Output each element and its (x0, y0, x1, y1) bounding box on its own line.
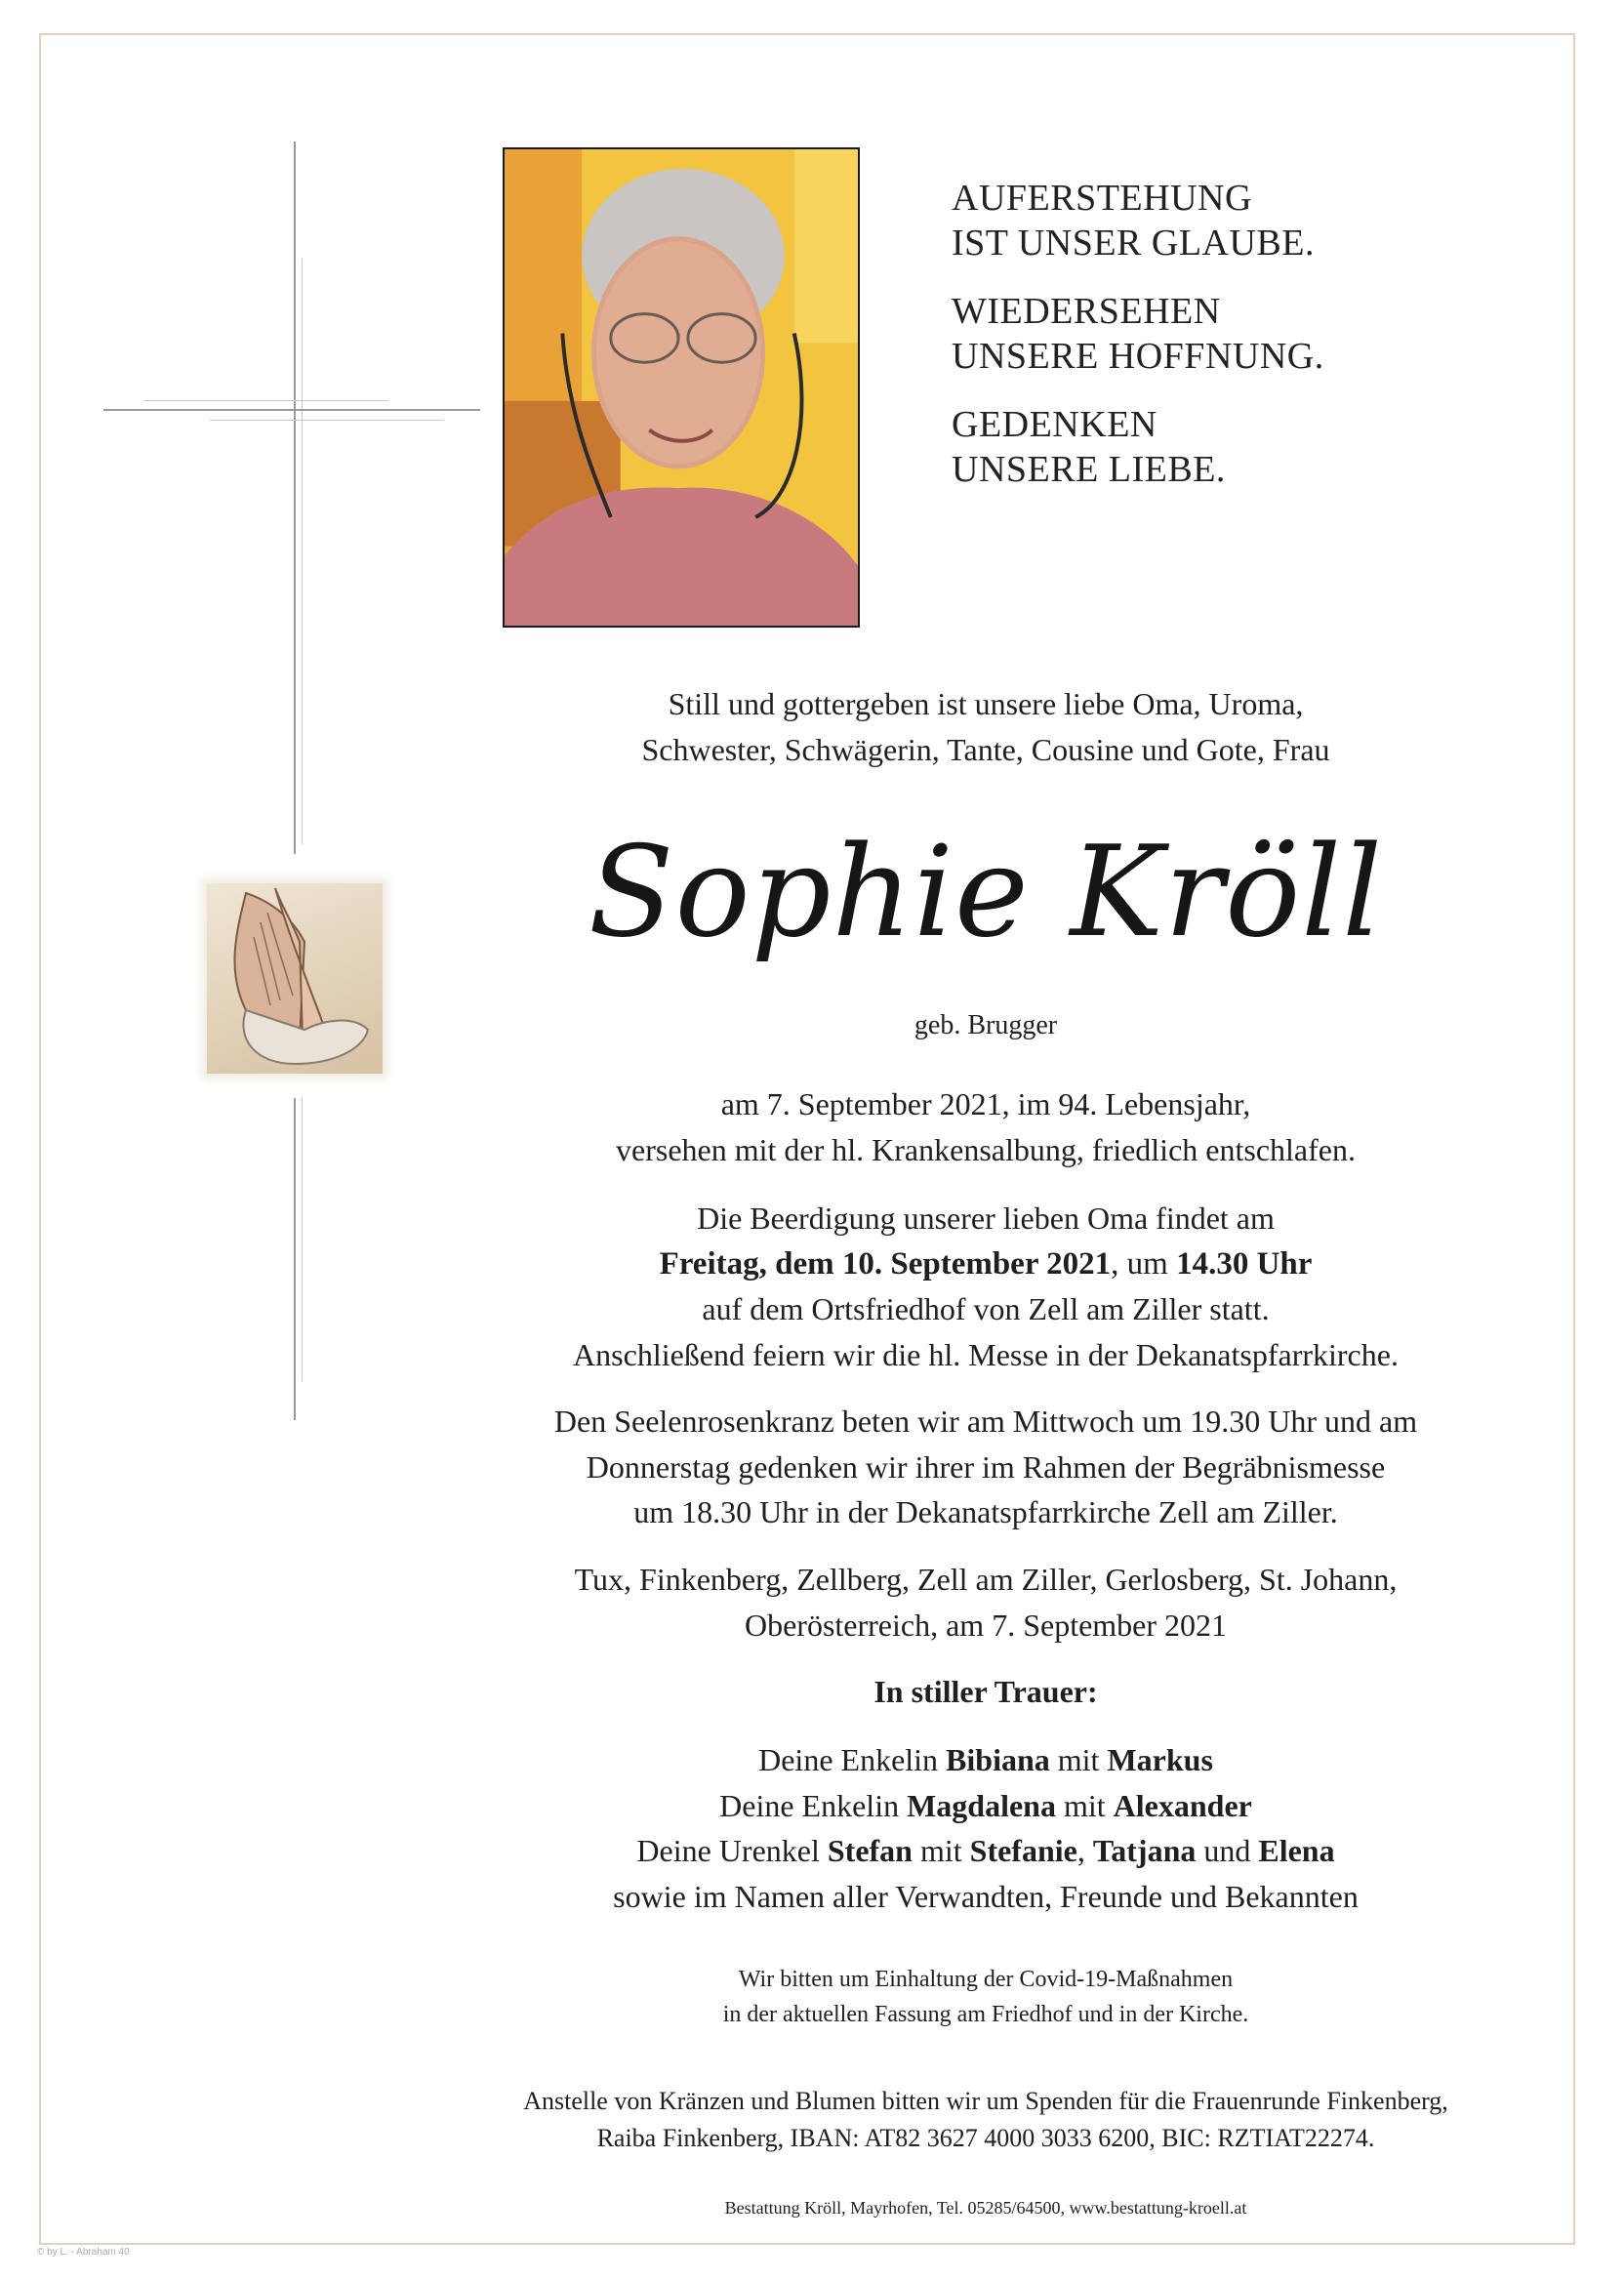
portrait-photo (503, 147, 860, 628)
motto-stanza (952, 289, 1459, 379)
text-line: Oberösterreich, am 7. September 2021 (744, 1607, 1228, 1643)
text-line: Raiba Finkenberg, IBAN: AT82 3627 4000 3033 6200, BIC: RZTIAT22274. (596, 2124, 1375, 2152)
text-line: auf dem Ortsfriedhof von Zell am Ziller statt. (702, 1291, 1270, 1326)
cross-vertical-line (294, 142, 296, 854)
mourners-list (468, 1737, 1503, 1919)
rosary-info (468, 1399, 1503, 1535)
text-fragment: , um (1111, 1245, 1177, 1282)
footer-contact: Bestattung Kröll, Mayrhofen, Tel. 05285/64500, www.bestattung-kroell.at (724, 2198, 1247, 2218)
motto-line: AUFERSTEHUNG (952, 178, 1252, 219)
text-fragment: Deine Urenkel (636, 1833, 828, 1868)
text-line: Schwester, Schwägerin, Tante, Cousine und Gote, Frau (641, 731, 1330, 767)
text-fragment: Deine Enkelin (758, 1742, 947, 1777)
mourner-name: Bibiana (946, 1742, 1050, 1777)
cross-horizontal-line (210, 420, 444, 421)
text-fragment: mit (912, 1833, 970, 1868)
cross-vertical-line (294, 1098, 296, 1420)
covid-notice (468, 1962, 1503, 2032)
donation-notice (468, 2083, 1503, 2157)
mourner-name: Stefanie (969, 1833, 1077, 1868)
cross-horizontal-line (103, 409, 480, 411)
text-fragment: mit (1055, 1787, 1114, 1823)
motto-line: UNSERE HOFFNUNG. (952, 336, 1324, 377)
text-fragment: , (1076, 1833, 1093, 1868)
funeral-info (468, 1196, 1503, 1377)
mourner-name: Tatjana (1092, 1833, 1197, 1868)
text-line: Still und gottergeben ist unsere liebe Oma, Uroma, (668, 686, 1304, 721)
motto-line: UNSERE LIEBE. (952, 449, 1226, 490)
motto-line: GEDENKEN (952, 404, 1157, 445)
text-fragment: mit (1049, 1742, 1108, 1777)
mourner-row (468, 1828, 1503, 1874)
funeral-time: 14.30 Uhr (1176, 1245, 1313, 1282)
text-line: in der aktuellen Fassung am Friedhof und in der Kirche. (722, 2002, 1249, 2027)
intro-text (468, 681, 1503, 772)
praying-hands-icon (207, 883, 383, 1074)
text-line: Den Seelenrosenkranz beten wir am Mittwoch um 19.30 Uhr und am (553, 1404, 1418, 1439)
deceased-name: Sophie Kröll (588, 820, 1384, 965)
motto-block (952, 176, 1459, 515)
cross-vertical-line (302, 1098, 303, 1381)
death-notice (468, 1081, 1503, 1172)
cross-vertical-line (302, 259, 303, 844)
motto-stanza (952, 402, 1459, 492)
mourner-row (468, 1783, 1503, 1829)
mourner-name: Elena (1258, 1833, 1335, 1868)
cross-horizontal-line (144, 400, 388, 401)
text-line: Donnerstag gedenken wir ihrer im Rahmen der Begräbnismesse (586, 1448, 1386, 1485)
mourner-name: Magdalena (907, 1787, 1056, 1823)
motto-line: IST UNSER GLAUBE. (952, 223, 1315, 264)
motto-line: WIEDERSEHEN (952, 291, 1221, 332)
mourner-row (468, 1737, 1503, 1783)
copyright-note: © by L. - Abraham 40 (37, 2247, 130, 2258)
text-line: Tux, Finkenberg, Zellberg, Zell am Ziller, Gerlosberg, St. Johann, (574, 1562, 1398, 1597)
mourner-row: sowie im Namen aller Verwandten, Freunde und Bekannten (613, 1878, 1359, 1914)
mourning-title: In stiller Trauer: (873, 1674, 1098, 1709)
birth-name: geb. Brugger (914, 1010, 1058, 1040)
text-fragment: Deine Enkelin (719, 1787, 908, 1823)
text-line: Anstelle von Kränzen und Blumen bitten wir um Spenden für die Frauenrunde Finkenberg, (523, 2087, 1448, 2115)
text-line (468, 1242, 1503, 1287)
motto-stanza (952, 176, 1459, 265)
text-fragment: und (1196, 1833, 1259, 1868)
text-line: Die Beerdigung unserer lieben Oma findet am (697, 1201, 1275, 1236)
text-line: Anschließend feiern wir die hl. Messe in der Dekanatspfarrkirche. (573, 1336, 1399, 1372)
text-line: versehen mit der hl. Krankensalbung, friedlich entschlafen. (616, 1131, 1356, 1167)
text-line: Wir bitten um Einhaltung der Covid-19-Maßnahmen (738, 1967, 1234, 1992)
mourner-name: Stefan (827, 1833, 913, 1868)
mourner-name: Alexander (1113, 1787, 1252, 1823)
places-date (468, 1557, 1503, 1648)
text-line: am 7. September 2021, im 94. Lebensjahr, (720, 1086, 1251, 1121)
funeral-date: Freitag, dem 10. September 2021 (659, 1245, 1112, 1282)
mourner-name: Markus (1107, 1742, 1213, 1777)
text-line: um 18.30 Uhr in der Dekanatspfarrkirche Zell am Ziller. (633, 1494, 1338, 1529)
